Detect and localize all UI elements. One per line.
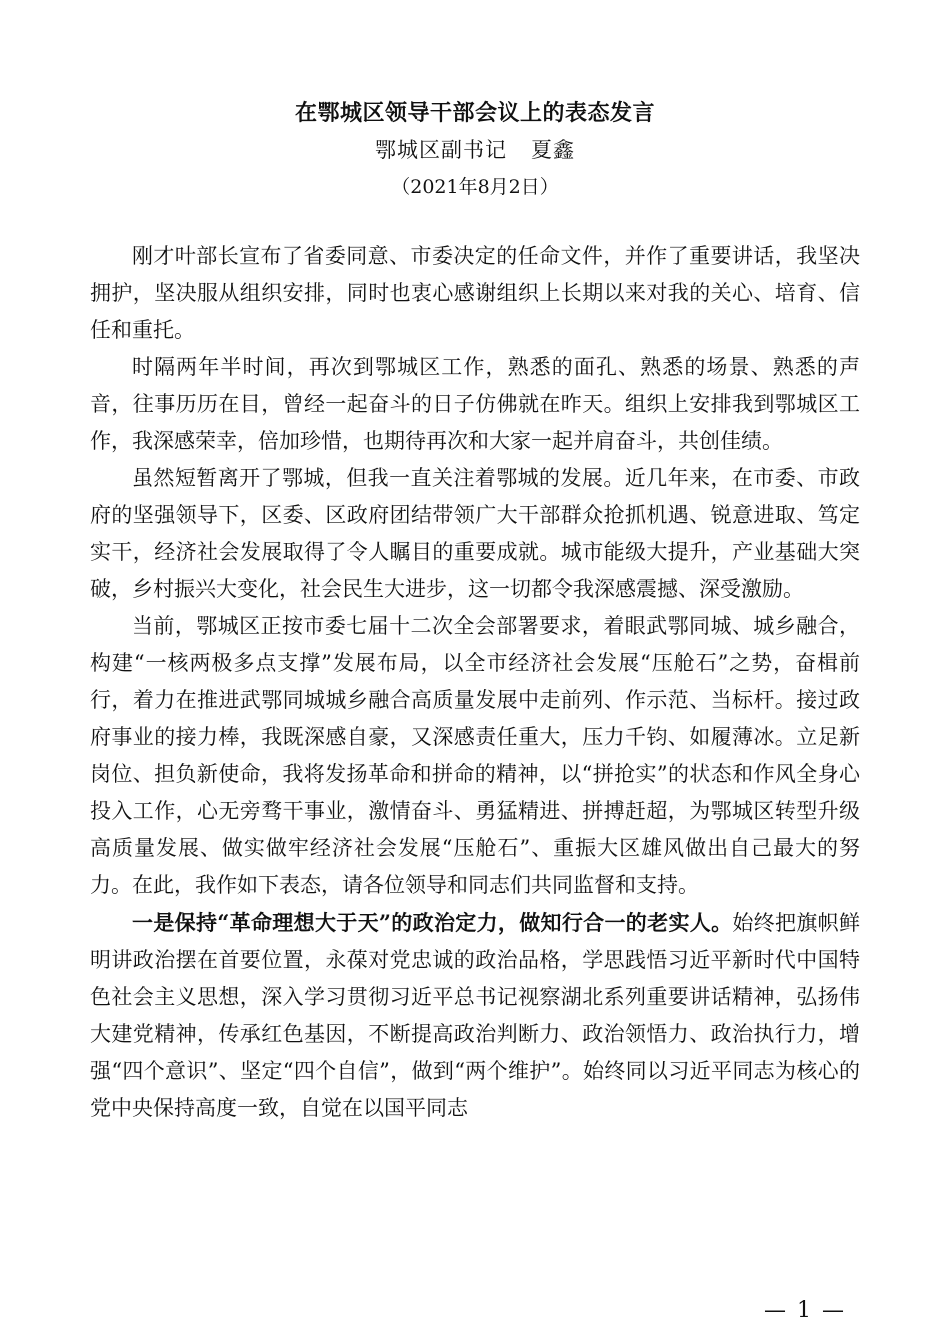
author-line	[0, 134, 950, 164]
author-position: 鄂城区副书记	[375, 138, 507, 162]
document-title: 在鄂城区领导干部会议上的表态发言	[294, 100, 655, 126]
point-1-paragraph	[90, 904, 860, 1127]
author-name: 夏鑫	[531, 138, 575, 162]
document-body	[90, 238, 860, 1127]
paragraph-4: 当前，鄂城区正按市委七届十二次全会部署要求，着眼武鄂同城、城乡融合，构建“一核两极多点支撑”发展布局，以全市经济社会发展“压舱石”之势，奋楫前行，着力在推进武鄂同城城乡融合高质量发展中走前列、作示范、当标杆。接过政府事业的接力棒，我既深感自豪，又深感责任重大，压力千钧、如履薄冰。立足新岗位、担负新使命，我将发扬革命和拼命的精神，以“拼抢实”的状态和作风全身心投入工作，心无旁骛干事业，激情奋斗、勇猛精进、拼搏赶超，为鄂城区转型升级高质量发展、做实做牢经济社会发展“压舱石”、重振大区雄风做出自己最大的努力。在此，我作如下表态，请各位领导和同志们共同监督和支持。	[90, 614, 860, 897]
point-1-text: 始终把旗帜鲜明讲政治摆在首要位置，永葆对党忠诚的政治品格，学思践悟习近平新时代中国特色社会主义思想，深入学习贯彻习近平总书记视察湖北系列重要讲话精神，弘扬伟大建党精神，传承红色基因，不断提高政治判断力、政治领悟力、政治执行力，增强“四个意识”、坚定“四个自信”，做到“两个维护”。始终同以习近平同志为核心的党中央保持高度一致，自觉在以国平同志	[90, 911, 861, 1120]
speech-date: （2021年8月2日）	[391, 176, 559, 198]
paragraph-2: 时隔两年半时间，再次到鄂城区工作，熟悉的面孔、熟悉的场景、熟悉的声音，往事历历在目，曾经一起奋斗的日子仿佛就在昨天。组织上安排我到鄂城区工作，我深感荣幸，倍加珍惜，也期待再次和大家一起并肩奋斗，共创佳绩。	[90, 355, 860, 453]
page-number: — 1 —	[764, 1298, 846, 1323]
point-1-lead: 一是保持“革命理想大于天”的政治定力，做知行合一的老实人。	[132, 910, 733, 935]
paragraph-1: 刚才叶部长宣布了省委同意、市委决定的任命文件，并作了重要讲话，我坚决拥护，坚决服从组织安排，同时也衷心感谢组织上长期以来对我的关心、培育、信任和重托。	[90, 244, 860, 342]
paragraph-3: 虽然短暂离开了鄂城，但我一直关注着鄂城的发展。近几年来，在市委、市政府的坚强领导下，区委、区政府团结带领广大干部群众抢抓机遇、锐意进取、笃定实干，经济社会发展取得了令人瞩目的重要成就。城市能级大提升，产业基础大突破，乡村振兴大变化，社会民生大进步，这一切都令我深感震撼、深受激励。	[90, 466, 860, 601]
